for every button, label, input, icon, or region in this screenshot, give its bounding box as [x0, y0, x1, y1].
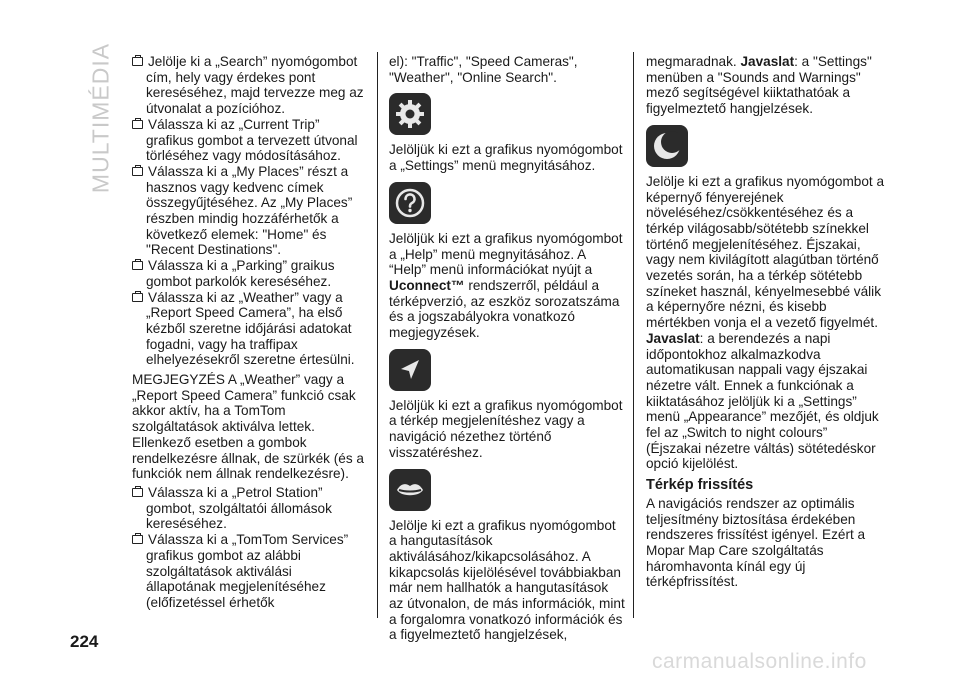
gear-icon — [389, 93, 431, 135]
list-item: Válassza ki a „Petrol Station” gombot, szolgáltatói állomások kereséséhez. — [132, 485, 364, 532]
voice-description: Jelölje ki ezt a grafikus nyomógombot a hangutasítások aktiválásához/kikapcsolásához. A kikapcsolás kijelölésével továbbiakban már nem hallhatók a hangutasítások az útvonalon, de más információk, mint a forgalomra vonatkozó információk és a figyelmeztető hangjelzések, — [389, 517, 625, 643]
list-item: Válassza ki az „Current Trip” grafikus gombot a tervezett útvonal törléséhez vagy módosításához. — [132, 117, 364, 164]
checkbox-bullet-icon — [132, 535, 143, 544]
warning-paragraph: megmaradnak. Javaslat: a "Settings" menüben a "Sounds and Warnings" mező segítségével kiiktathatóak a figyelmeztető hangjelzések. — [646, 54, 872, 117]
section-title — [87, 42, 114, 194]
column-divider — [633, 52, 634, 618]
voice-lips-icon — [389, 469, 431, 511]
intro-paragraph: el): "Traffic", "Speed Cameras", "Weather", "Online Search". — [389, 54, 578, 85]
checkbox-bullet-icon — [132, 120, 143, 129]
note-paragraph: MEGJEGYZÉS A „Weather” vagy a „Report Speed Camera” funkció csak akkor aktív, ha a TomTom szolgáltatások aktiválva lettek. Ellenkező esetben a gombok rendelkezésre állnak, de szürkék (és a funkciók nem állnak rendelkezésre). — [132, 372, 364, 482]
column-3 — [646, 54, 886, 590]
column-2 — [389, 54, 625, 643]
settings-description: Jelöljük ki ezt a grafikus nyomógombot a „Settings” menü megnyitásához. — [389, 142, 623, 174]
list-item: Válassza ki a „My Places” részt a hasznos vagy kedvenc címek összegyűjtéséhez. Az „My Places” részben mindig hozzáférhetők a következő elemek: "Home" és "Recent Destinations". — [132, 164, 364, 258]
checkbox-bullet-icon — [132, 293, 143, 302]
checkbox-bullet-icon — [132, 261, 143, 270]
help-description: Jelöljük ki ezt a grafikus nyomógombot a „Help” menü megnyitásához. A “Help” menü információkat nyújt a Uconnect™ rendszerről, például a térképverzió, az eszköz sorozatszáma és a jogszabályokra vonatkozó megjegyzések. — [389, 230, 623, 341]
checkbox-bullet-icon — [132, 167, 143, 176]
checkbox-bullet-icon — [132, 488, 143, 497]
map-description: Jelöljük ki ezt a grafikus nyomógombot a térkép megjelenítéshez vagy a navigáció nézethez történő visszatéréshez. — [389, 397, 623, 460]
night-mode-description: Jelölje ki ezt a grafikus nyomógombot a képernyő fényerejének növeléséhez/csökkentéséhez és a térkép világosabb/sötétebb színekkel történő megjelenítéséhez. Éjszakai, vagy nem kivilágított alagútban történő vezetés során, ha a térkép sötétebb színeket használ, kényelmesebbé válik a képernyőre nézni, és kisebb mértékben vonja el a vezető figyelmét. — [646, 173, 885, 331]
tip-paragraph: Javaslat: a berendezés a napi időpontokhoz alkalmazkodva automatikusan nappali vagy éjszakai nézetre vált. Ennek a funkciónak a kiiktatásához jelöljük ki a „Settings” menü „Appearance” mezőjét, és oldjuk fel az „Switch to night colours” (Éjszakai nézetre váltás) sötétedéskor opció kijelölést. — [646, 330, 879, 472]
column-1 — [132, 54, 364, 611]
list-item: Válassza ki a „TomTom Services” grafikus gombot az alábbi szolgáltatások aktiválási állapotának megjelenítéséhez (előfizetéssel érhetők — [132, 532, 364, 611]
watermark: carmanualsonline.info — [652, 650, 867, 673]
column-divider — [377, 52, 378, 618]
checkbox-bullet-icon — [132, 57, 143, 66]
list-item: Válassza ki az „Weather” vagy a „Report Speed Camera”, ha első kézből szeretne időjárási adatokat fogadni, vagy ha traffipax elhelyezésekről szeretne értesülni. — [132, 290, 364, 369]
page-number: 224 — [70, 632, 99, 651]
night-mode-moon-icon — [646, 125, 688, 167]
list-item: Jelölje ki a „Search” nyomógombot cím, hely vagy érdekes pont kereséséhez, majd tervezze meg az útvonalat a pozícióhoz. — [132, 54, 364, 117]
help-icon — [389, 182, 431, 224]
list-item: Válassza ki a „Parking” graikus gombot parkolók kereséséhez. — [132, 258, 364, 289]
update-paragraph: A navigációs rendszer az optimális teljesítmény biztosítása érdekében rendszeres frissítést igényel. Ezért a Mopar Map Care szolgáltatás háromhavonta kínál egy új térképfrissítést. — [646, 495, 866, 590]
section-heading: Térkép frissítés — [646, 477, 754, 494]
navigation-arrow-icon — [389, 349, 431, 391]
section-title-text: MULTIMÉDIA — [87, 42, 114, 194]
